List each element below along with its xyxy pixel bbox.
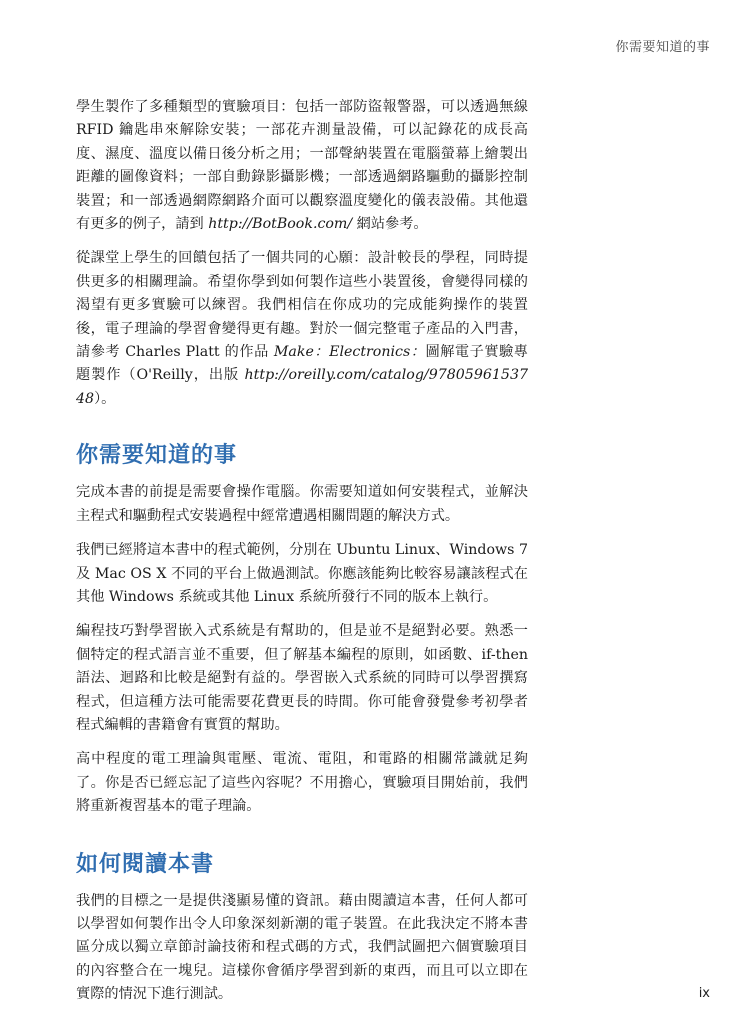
oreilly-url: http://oreilly.com/catalog/9780596153748: [76, 367, 528, 407]
section2-paragraph-1: 我們的目標之一是提供淺顯易懂的資訊。藉由閱讀這本書，任何人都可以學習如何製作出令人印象深刻新潮的電子裝置。在此我決定不將本書區分成以獨立章節討論技術和程式碼的方式，我們試圖把六個實驗項目的內容整合在一塊兒。這樣你會循序學習到新的東西，而且可以立即在實際的情況下進行測試。: [76, 892, 528, 1003]
intro-p2-text-b: 圖解電子實驗專題製作（O'Reilly，出版: [76, 344, 528, 384]
running-header: 你需要知道的事: [615, 40, 710, 55]
section1-paragraph-1: 完成本書的前提是需要會操作電腦。你需要知道如何安裝程式，並解決主程式和驅動程式安裝過程中經常遭遇相關問題的解決方式。: [76, 484, 528, 524]
intro-paragraph-1: [76, 96, 528, 236]
section-heading-how-to-read: 如何閱讀本書: [76, 851, 215, 877]
intro-p2-text-c: ）。: [94, 390, 116, 407]
intro-p1-text-b: 網站參考。: [352, 216, 428, 233]
page-body: [76, 96, 528, 1018]
botbook-url: http://BotBook.com/: [208, 216, 353, 233]
intro-p1-text-a: 學生製作了多種類型的實驗項目：包括一部防盜報警器，可以透過無線 RFID 鑰匙串來解除安裝；一部花卉測量設備，可以記錄花的成長高度、濕度、溫度以備日後分析之用；一部聲納裝置在電腦螢幕上繪製出距離的圖像資料；一部自動錄影攝影機；一部透過網路驅動的攝影控制裝置；和一部透過網際網路介面可以觀察溫度變化的儀表設備。其他還有更多的例子，請到: [76, 99, 528, 233]
intro-p2-text-a: 從課堂上學生的回饋包括了一個共同的心願：設計較長的學程，同時提供更多的相關理論。希望你學到如何製作這些小裝置後，會變得同樣的渴望有更多實驗可以練習。我們相信在你成功的完成能夠操作的裝置後，電子理論的學習會變得更有趣。對於一個完整電子產品的入門書，請參考 Charles Platt 的作品: [76, 250, 528, 361]
section-heading-what-you-need: 你需要知道的事: [76, 443, 238, 469]
intro-paragraph-2: [76, 247, 528, 411]
section1-paragraph-3: 編程技巧對學習嵌入式系統是有幫助的，但是並不是絕對必要。熟悉一個特定的程式語言並不重要，但了解基本編程的原則，如函數、if-then 語法、迴路和比較是絕對有益的。學習嵌入式系統的同時可以學習撰寫程式，但這種方法可能需要花費更長的時間。你可能會發覺參考初學者程式編輯的書籍會有實質的幫助。: [76, 623, 528, 733]
page-number: ix: [698, 986, 710, 1001]
book-title: Make：Electronics：: [273, 344, 426, 361]
section1-paragraph-2: 我們已經將這本書中的程式範例，分別在 Ubuntu Linux、Windows 7 及 Mac OS X 不同的平台上做過測試。你應該能夠比較容易讓該程式在其他 Windows 系統或其他 Linux 系統所發行不同的版本上執行。: [76, 542, 528, 605]
section1-paragraph-4: 高中程度的電工理論與電壓、電流、電阻，和電路的相關常識就足夠了。你是否已經忘記了這些內容呢？不用擔心，實驗項目開始前，我們將重新複習基本的電子理論。: [76, 751, 528, 815]
